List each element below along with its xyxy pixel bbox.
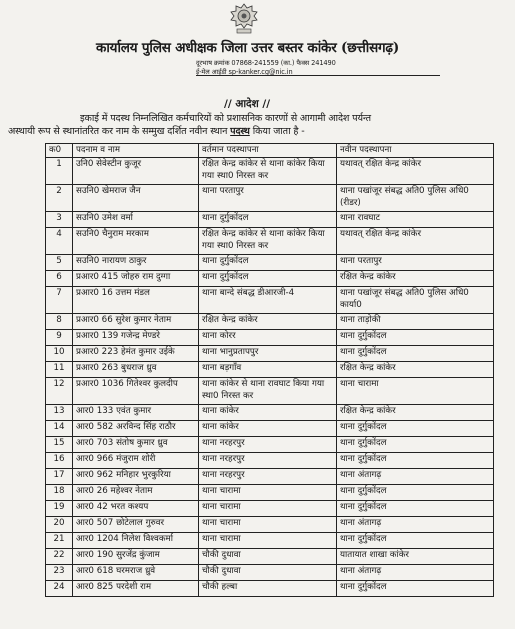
row-current-posting: थाना बड़गाँव [199, 362, 337, 378]
row-current-posting: थाना कांकेर से थाना रावघाट किया गया स्था0 निरस्त कर [199, 378, 337, 405]
row-name: प्रआर0 1036 गितेश्वर कुलदीप [73, 378, 199, 405]
row-serial: 2 [46, 185, 73, 212]
row-new-posting: थाना दुर्गुकोंदल [337, 501, 494, 517]
row-serial: 1 [46, 158, 73, 185]
email-label: ई-मेल आईडी [196, 68, 227, 76]
table-row [46, 271, 494, 287]
table-row [46, 565, 494, 581]
header-new-posting: नवीन पदस्थापना [337, 144, 494, 158]
row-current-posting: चौकी दुधावा [199, 565, 337, 581]
row-new-posting: यातायात शाखा कांकेर [337, 549, 494, 565]
table-row [46, 212, 494, 228]
intro-bold-word: पदस्थ [230, 126, 250, 137]
row-current-posting: थाना चारामा [199, 517, 337, 533]
row-new-posting: थाना दुर्गुकोंदल [337, 437, 494, 453]
row-name: सउनि0 चैनुराम मरकाम [73, 228, 199, 255]
row-new-posting: यथावत् रक्षित केन्द्र कांकेर [337, 228, 494, 255]
row-name: आर0 42 भरत कश्यप [73, 501, 199, 517]
row-name: उनि0 सेवेस्टीन कुजूर [73, 158, 199, 185]
row-serial: 3 [46, 212, 73, 228]
row-current-posting: थाना दुर्गुकोंदल [199, 271, 337, 287]
header-divider [196, 75, 440, 76]
row-current-posting: थाना भानुप्रतापपुर [199, 346, 337, 362]
row-current-posting: चौकी दुधावा [199, 549, 337, 565]
row-name: प्रआर0 139 गजेन्द्र मेण्डरे [73, 330, 199, 346]
order-heading: // आदेश // [224, 98, 271, 110]
row-name: आर0 966 मंजुराम शोरी [73, 453, 199, 469]
row-serial: 6 [46, 271, 73, 287]
office-title: कार्यालय पुलिस अधीक्षक जिला उत्तर बस्तर कांकेर (छत्तीसगढ़) [96, 40, 400, 56]
row-current-posting: चौकी हल्बा [199, 581, 337, 597]
row-current-posting: थाना चारामा [199, 501, 337, 517]
table-row [46, 185, 494, 212]
row-name: आर0 190 सुरजेंद्र कुंजाम [73, 549, 199, 565]
intro-line-2 [8, 125, 503, 138]
row-new-posting: थाना दुर्गुकोंदल [337, 346, 494, 362]
row-serial: 8 [46, 314, 73, 330]
intro-line-1: इकाई में पदस्थ निम्नलिखित कर्मचारियों को प्रशासनिक कारणों से आगामी आदेश पर्यन्त [80, 113, 372, 124]
row-current-posting: थाना कांकेर [199, 421, 337, 437]
row-new-posting: थाना अंतागढ़ [337, 469, 494, 485]
row-current-posting: रक्षित केन्द्र कांकेर [199, 314, 337, 330]
row-current-posting: थाना परतापुर [199, 185, 337, 212]
row-serial: 5 [46, 255, 73, 271]
table-row [46, 330, 494, 346]
row-current-posting: थाना दुर्गुकोंदल [199, 212, 337, 228]
table-header-row [46, 144, 494, 158]
row-serial: 15 [46, 437, 73, 453]
header-serial: क0 [46, 144, 73, 158]
row-current-posting: थाना चारामा [199, 485, 337, 501]
table-row [46, 581, 494, 597]
row-name: आर0 1204 निलेश विश्वकर्मा [73, 533, 199, 549]
row-new-posting: थाना परतापुर [337, 255, 494, 271]
row-name: सउनि0 खेमराज जैन [73, 185, 199, 212]
row-name: प्रआर0 263 बुधराज ध्रुव [73, 362, 199, 378]
row-name: प्रआर0 66 सुरेश कुमार नेताम [73, 314, 199, 330]
row-current-posting: थाना नरहरपुर [199, 437, 337, 453]
row-new-posting: थाना ताड़ोकी [337, 314, 494, 330]
row-current-posting: थाना नरहरपुर [199, 453, 337, 469]
row-serial: 14 [46, 421, 73, 437]
table-row [46, 228, 494, 255]
row-name: आर0 133 एवंत कुमार [73, 405, 199, 421]
transfer-table [45, 143, 494, 597]
header-name: पदनाम व नाम [73, 144, 199, 158]
row-new-posting: थाना दुर्गुकोंदल [337, 453, 494, 469]
intro-line-2-pre: अस्थायी रूप से स्थानांतरित कर नाम के सम्मुख दर्शित नवीन स्थान [8, 126, 228, 137]
row-serial: 13 [46, 405, 73, 421]
row-name: आर0 618 घरमराज ध्रुवे [73, 565, 199, 581]
row-new-posting: थाना दुर्गुकोंदल [337, 330, 494, 346]
row-serial: 20 [46, 517, 73, 533]
row-serial: 11 [46, 362, 73, 378]
table-row [46, 549, 494, 565]
row-serial: 18 [46, 485, 73, 501]
row-serial: 12 [46, 378, 73, 405]
table-row [46, 469, 494, 485]
row-name: प्रआर0 415 जोहरु राम दुग्गा [73, 271, 199, 287]
table-row [46, 501, 494, 517]
row-current-posting: रक्षित केन्द्र कांकेर से थाना कांकेर किया गया स्था0 निरस्त कर [199, 158, 337, 185]
row-serial: 23 [46, 565, 73, 581]
row-current-posting: थाना बान्दे संबद्ध डीआरजी-4 [199, 287, 337, 314]
row-new-posting: थाना दुर्गुकोंदल [337, 421, 494, 437]
row-new-posting: रक्षित केन्द्र कांकेर [337, 405, 494, 421]
row-name: आर0 582 अरविन्द सिंह राठौर [73, 421, 199, 437]
row-current-posting: थाना कांकेर [199, 405, 337, 421]
table-row [46, 362, 494, 378]
row-serial: 22 [46, 549, 73, 565]
row-new-posting: रक्षित केन्द्र कांकेर [337, 362, 494, 378]
email-value: sp-kanker.cg@nic.in [228, 68, 293, 76]
table-row [46, 533, 494, 549]
order-intro [8, 112, 503, 138]
row-current-posting: थाना दुर्गुकोंदल [199, 255, 337, 271]
row-current-posting: रक्षित केन्द्र कांकेर से थाना कांकेर किया गया स्था0 निरस्त कर [199, 228, 337, 255]
row-new-posting: थाना दुर्गुकोंदल [337, 485, 494, 501]
row-serial: 7 [46, 287, 73, 314]
row-current-posting: थाना चारामा [199, 533, 337, 549]
row-new-posting: थाना चारामा [337, 378, 494, 405]
row-serial: 10 [46, 346, 73, 362]
row-name: आर0 703 संतोष कुमार ध्रुव [73, 437, 199, 453]
row-new-posting: थाना रावघाट [337, 212, 494, 228]
table-row [46, 158, 494, 185]
table-row [46, 378, 494, 405]
row-current-posting: थाना कोरर [199, 330, 337, 346]
row-name: सउनि0 उमेश वर्मा [73, 212, 199, 228]
row-serial: 16 [46, 453, 73, 469]
row-serial: 17 [46, 469, 73, 485]
row-serial: 19 [46, 501, 73, 517]
row-new-posting: थाना दुर्गुकोंदल [337, 581, 494, 597]
row-new-posting: थाना पखांजूर संबद्ध अति0 पुलिस अधि0 कार्या0 [337, 287, 494, 314]
row-current-posting: थाना नरहरपुर [199, 469, 337, 485]
row-new-posting: थाना अंतागढ़ [337, 517, 494, 533]
header-current-posting: वर्तमान पदस्थापना [199, 144, 337, 158]
row-serial: 9 [46, 330, 73, 346]
table-row [46, 453, 494, 469]
row-name: सउनि0 नारायण ठाकुर [73, 255, 199, 271]
table-row [46, 517, 494, 533]
intro-line-2-post: किया जाता है - [252, 126, 305, 137]
table-row [46, 437, 494, 453]
row-new-posting: थाना अंतागढ़ [337, 565, 494, 581]
phone-line: दूरभाष क्रमांक 07868-241559 (का.) फैक्स 241490 [196, 59, 336, 67]
row-new-posting: थाना दुर्गुकोंदल [337, 533, 494, 549]
row-name: आर0 962 मनिहार भुरकुरिया [73, 469, 199, 485]
police-emblem-icon [229, 3, 259, 35]
row-new-posting: थाना पखांजूर संबद्ध अति0 पुलिस अधि0 (रीडर) [337, 185, 494, 212]
row-name: आर0 825 परदेशी राम [73, 581, 199, 597]
table-row [46, 255, 494, 271]
row-name: प्रआर0 223 हेमंत कुमार उईके [73, 346, 199, 362]
table-row [46, 485, 494, 501]
row-serial: 4 [46, 228, 73, 255]
row-name: प्रआर0 16 उत्तम मंडल [73, 287, 199, 314]
table-row [46, 405, 494, 421]
table-row [46, 287, 494, 314]
table-row [46, 314, 494, 330]
table-row [46, 346, 494, 362]
row-serial: 21 [46, 533, 73, 549]
row-name: आर0 507 छोटेलाल गुरुवर [73, 517, 199, 533]
row-new-posting: यथावत् रक्षित केन्द्र कांकेर [337, 158, 494, 185]
row-name: आर0 26 महेश्वर नेताम [73, 485, 199, 501]
row-serial: 24 [46, 581, 73, 597]
row-new-posting: रक्षित केन्द्र कांकेर [337, 271, 494, 287]
table-row [46, 421, 494, 437]
